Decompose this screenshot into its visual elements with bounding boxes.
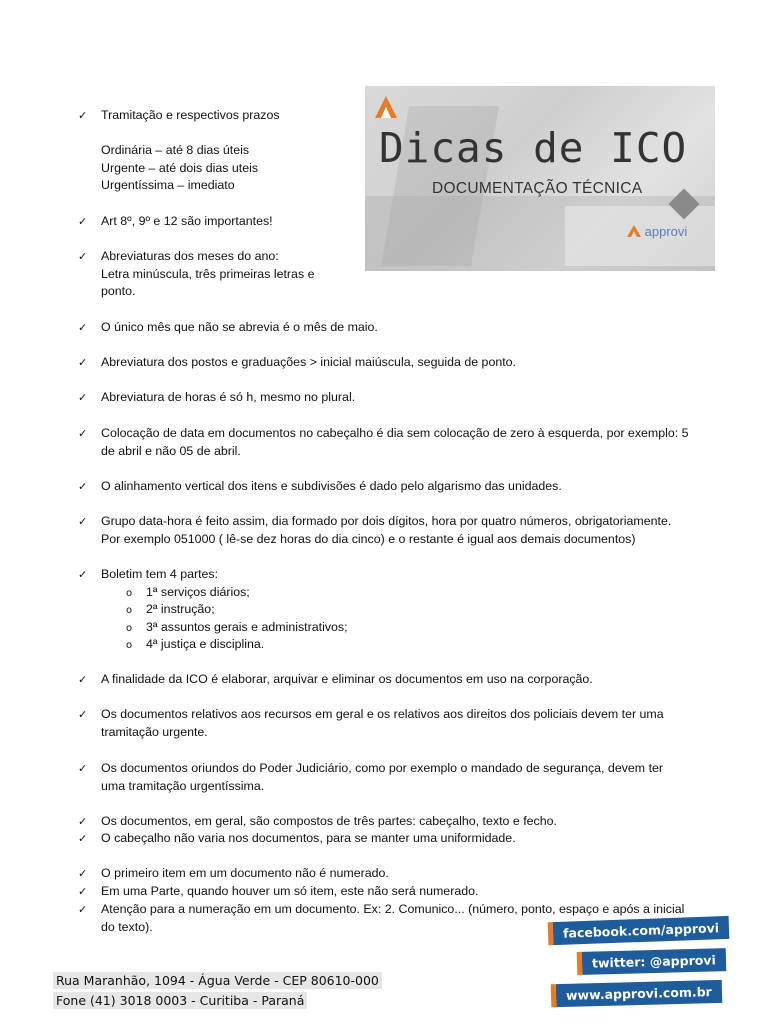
sub-item-text: 1ª serviços diários; — [146, 585, 250, 599]
item-text: Boletim tem 4 partes: — [101, 567, 219, 581]
checkmark-icon: ✓ — [78, 480, 88, 493]
item-text-line: Urgente – até dois dias uteis — [101, 160, 259, 175]
list-item — [78, 513, 718, 548]
checkmark-icon: ✓ — [78, 708, 88, 721]
sub-list-item — [126, 601, 215, 620]
website-text: www.approvi.com.br — [565, 984, 712, 1003]
item-text: Abreviaturas dos meses do ano: — [101, 249, 279, 263]
facebook-link[interactable] — [553, 916, 730, 945]
list-item — [78, 830, 718, 848]
footer-phone: Fone (41) 3018 0003 - Curitiba - Paraná — [53, 992, 307, 1009]
circle-bullet-icon: o — [126, 588, 133, 599]
sub-list-item — [126, 619, 348, 638]
list-item — [78, 319, 718, 337]
circle-bullet-icon: o — [126, 640, 133, 651]
item-text: Abreviatura de horas é só h, mesmo no plural. — [101, 390, 356, 404]
checkmark-icon: ✓ — [78, 762, 88, 775]
item-text-line: Letra minúscula, três primeiras letras e — [101, 266, 315, 281]
checkmark-icon: ✓ — [78, 356, 88, 369]
list-item — [78, 425, 718, 460]
list-item — [78, 354, 718, 372]
list-item — [78, 883, 718, 901]
checkmark-icon: ✓ — [78, 391, 88, 404]
item-text: Atenção para a numeração em um documento. Ex: 2. Comunico... (número, ponto, espaço e após a inicial — [101, 902, 685, 916]
item-text: Os documentos oriundos do Poder Judiciário, como por exemplo o mandado de segurança, devem ter — [101, 761, 664, 775]
checkmark-icon: ✓ — [78, 321, 88, 334]
list-item — [78, 248, 718, 301]
item-text: Abreviatura dos postos e graduações > inicial maiúscula, seguida de ponto. — [101, 355, 517, 369]
banner-title: Dicas de ICO — [379, 124, 688, 172]
item-text: O cabeçalho não varia nos documentos, para se manter uma uniformidade. — [101, 831, 516, 845]
list-item — [78, 478, 718, 496]
list-item — [78, 107, 718, 195]
item-text: A finalidade da ICO é elaborar, arquivar e eliminar os documentos em uso na corporação. — [101, 672, 593, 686]
list-item — [78, 389, 718, 407]
banner-subtitle: DOCUMENTAÇÃO TÉCNICA — [432, 180, 643, 197]
brand-name: approvi — [644, 224, 688, 239]
item-text-line: uma tramitação urgentíssima. — [101, 778, 265, 793]
item-text-line: Urgentíssima – imediato — [101, 178, 235, 193]
item-text-line: ponto. — [101, 284, 136, 299]
checkmark-icon: ✓ — [78, 250, 88, 263]
checkmark-icon: ✓ — [78, 832, 88, 845]
sub-item-text: 3ª assuntos gerais e administrativos; — [146, 620, 348, 634]
checkmark-icon: ✓ — [78, 903, 88, 916]
item-text: Tramitação e respectivos prazos — [101, 108, 280, 122]
circle-bullet-icon: o — [126, 605, 133, 616]
checkmark-icon: ✓ — [78, 815, 88, 828]
twitter-link[interactable] — [582, 948, 726, 975]
item-text: Grupo data-hora é feito assim, dia formado por dois dígitos, hora por quatro números, obrigatoriamente. — [101, 514, 672, 528]
facebook-text: facebook.com/approvi — [562, 920, 720, 941]
item-text: O alinhamento vertical dos itens e subdivisões é dado pelo algarismo das unidades. — [101, 479, 562, 493]
circle-bullet-icon: o — [126, 623, 133, 634]
checkmark-icon: ✓ — [78, 867, 88, 880]
item-text: Os documentos, em geral, são compostos de três partes: cabeçalho, texto e fecho. — [101, 814, 557, 828]
checkmark-icon: ✓ — [78, 427, 88, 440]
list-item — [78, 865, 718, 883]
accent-edge — [548, 922, 554, 945]
footer-address: Rua Maranhão, 1094 - Água Verde - CEP 80610-000 — [53, 972, 382, 989]
checkmark-icon: ✓ — [78, 885, 88, 898]
item-text: Art 8º, 9º e 12 são importantes! — [101, 214, 273, 228]
item-text-line: Por exemplo 051000 ( lê-se dez horas do dia cinco) e o restante é igual aos demais documentos) — [101, 531, 636, 546]
website-link[interactable] — [556, 980, 722, 1007]
list-item — [78, 760, 718, 795]
list-item — [78, 706, 718, 741]
list-item — [78, 813, 718, 831]
item-text: Os documentos relativos aos recursos em geral e os relativos aos direitos dos policiais devem ter uma — [101, 707, 664, 721]
sub-item-text: 4ª justiça e disciplina. — [146, 637, 265, 651]
item-text-line: Ordinária – até 8 dias úteis — [101, 143, 250, 158]
checkmark-icon: ✓ — [78, 673, 88, 686]
accent-edge — [577, 952, 583, 975]
twitter-text: twitter: @approvi — [591, 952, 716, 971]
item-text-line: tramitação urgente. — [101, 724, 208, 739]
checkmark-icon: ✓ — [78, 568, 88, 581]
sub-list-item — [126, 584, 250, 603]
item-text: Em uma Parte, quando houver um só item, este não será numerado. — [101, 884, 479, 898]
item-text: Colocação de data em documentos no cabeçalho é dia sem colocação de zero à esquerda, por exemplo: 5 — [101, 426, 689, 440]
list-item — [78, 213, 718, 231]
item-text: O único mês que não se abrevia é o mês de maio. — [101, 320, 378, 334]
item-text: O primeiro item em um documento não é numerado. — [101, 866, 389, 880]
sub-list-item — [126, 636, 264, 655]
list-item — [78, 671, 718, 689]
item-text-line: de abril e não 05 de abril. — [101, 443, 241, 458]
list-item — [78, 566, 718, 584]
checkmark-icon: ✓ — [78, 215, 88, 228]
item-text-line: do texto). — [101, 919, 153, 934]
checkmark-icon: ✓ — [78, 109, 88, 122]
checkmark-icon: ✓ — [78, 515, 88, 528]
accent-edge — [551, 984, 557, 1007]
sub-item-text: 2ª instrução; — [146, 602, 215, 616]
